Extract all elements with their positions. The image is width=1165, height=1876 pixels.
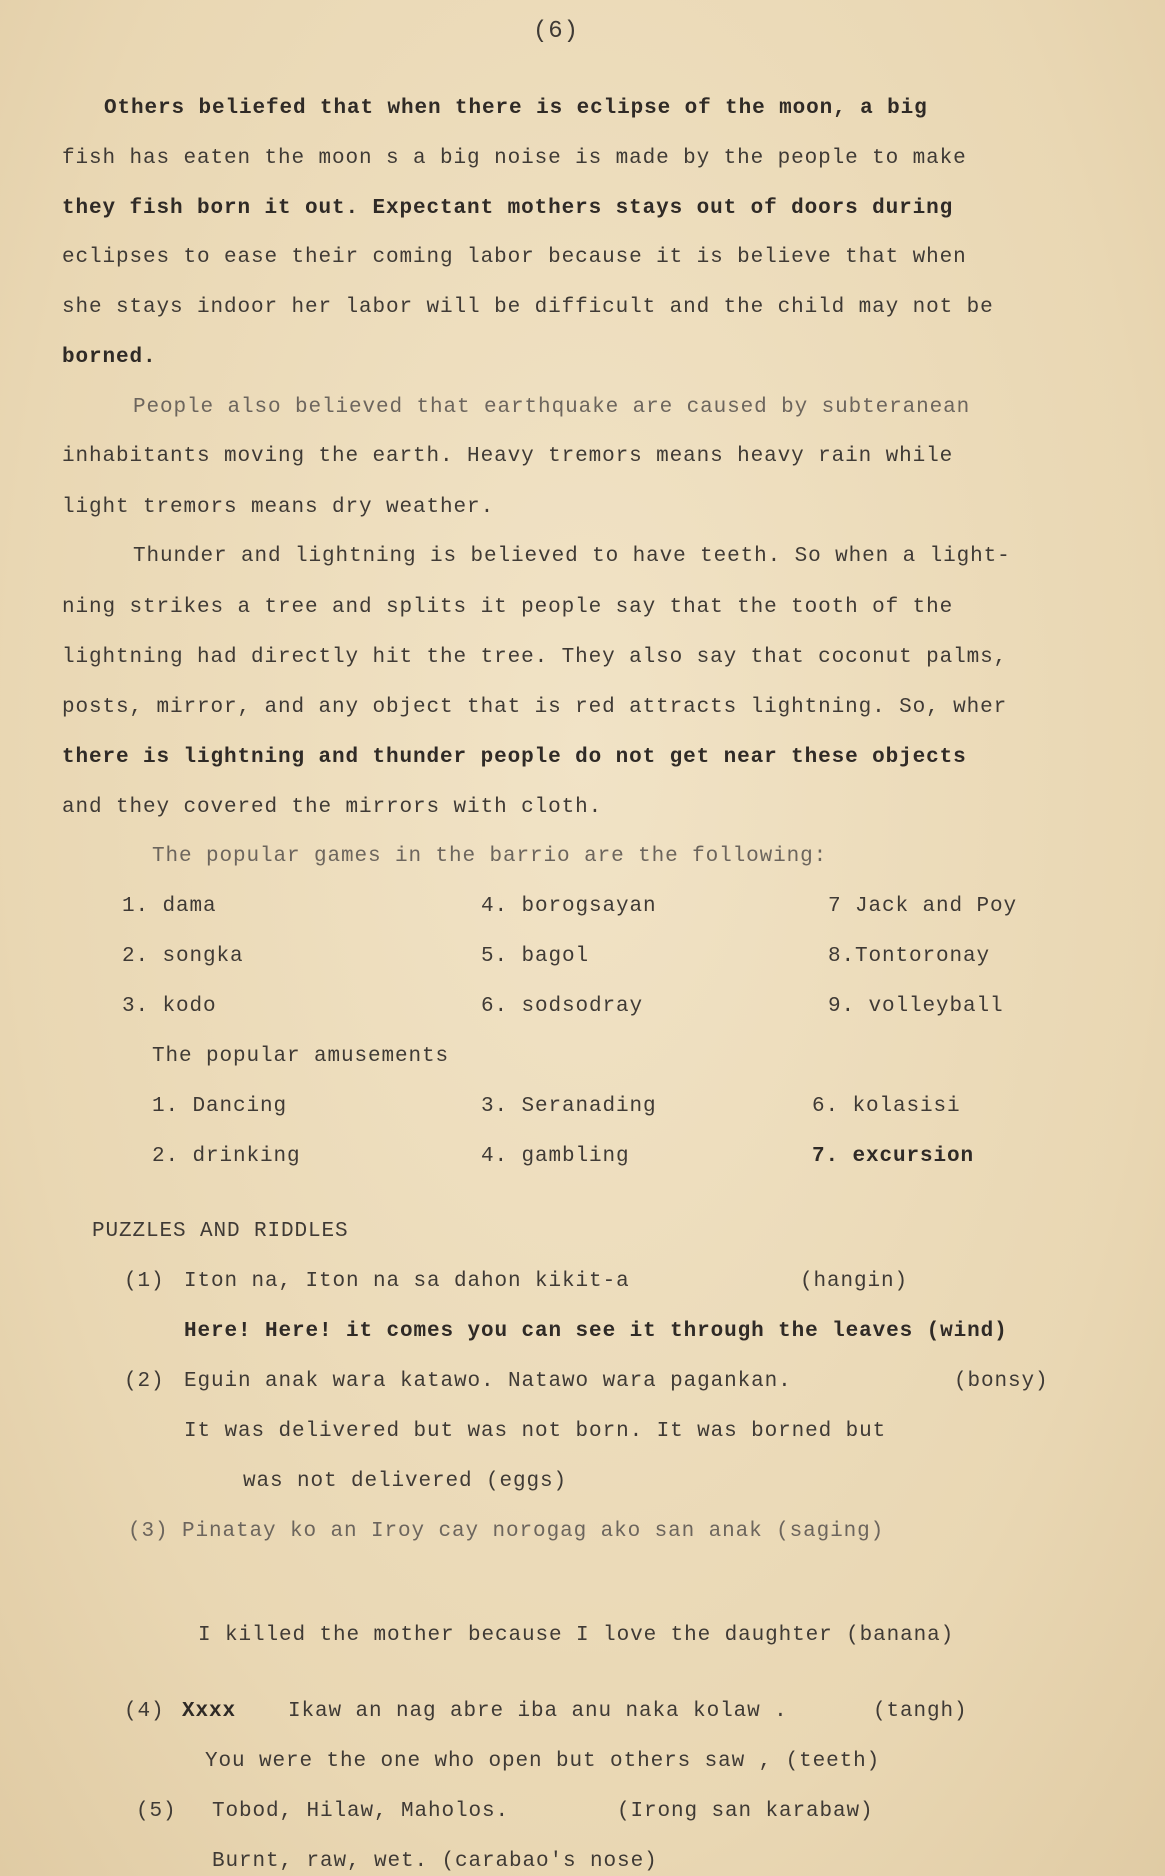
para1-line6: borned. [62, 346, 157, 369]
para2-line1: People also believed that earthquake are caused by subteranean [133, 396, 971, 419]
amusement-item: 2. drinking [152, 1145, 301, 1168]
para1-line2: fish has eaten the moon s a big noise is made by the people to make [62, 147, 967, 170]
para1-line1: Others beliefed that when there is eclipse of the moon, a big [104, 97, 928, 120]
riddle-strikeout: Xxxx [182, 1700, 237, 1723]
game-item: 6. sodsodray [481, 995, 644, 1018]
para1-line3: they fish born it out. Expectant mothers stays out of doors during [62, 197, 954, 220]
para1-line4: eclipses to ease their coming labor because it is believe that when [62, 246, 967, 269]
amusement-item: 3. Seranading [481, 1095, 657, 1118]
riddle-translation: It was delivered but was not born. It was borned but [184, 1420, 887, 1443]
riddle-translation: You were the one who open but others saw , (teeth) [205, 1750, 881, 1773]
riddle-answer: (Irong san karabaw) [617, 1800, 874, 1823]
game-item: 4. borogsayan [481, 895, 657, 918]
game-item: 1. dama [122, 895, 217, 918]
riddle-text: Tobod, Hilaw, Maholos. [212, 1800, 510, 1823]
game-item: 2. songka [122, 945, 244, 968]
riddle-text: Iton na, Iton na sa dahon kikit-a [184, 1270, 630, 1293]
amusement-item: 1. Dancing [152, 1095, 288, 1118]
riddle-text: (3) Pinatay ko an Iroy cay norogag ako san anak (saging) [128, 1520, 885, 1543]
para3-line2: ning strikes a tree and splits it people say that the tooth of the [62, 596, 954, 619]
amusements-heading: The popular amusements [152, 1045, 450, 1068]
riddle-text: Eguin anak wara katawo. Natawo wara pagankan. [184, 1370, 792, 1393]
riddle-number: (4) [124, 1700, 165, 1723]
game-item: 5. bagol [481, 945, 590, 968]
game-item: 9. volleyball [828, 995, 1004, 1018]
para2-line2: inhabitants moving the earth. Heavy tremors means heavy rain while [62, 445, 954, 468]
game-item: 8.Tontoronay [828, 945, 991, 968]
riddle-answer: (bonsy) [954, 1370, 1049, 1393]
amusement-item: 6. kolasisi [812, 1095, 961, 1118]
riddle-answer: (tangh) [873, 1700, 968, 1723]
riddle-translation: Burnt, raw, wet. (carabao's nose) [212, 1850, 658, 1873]
riddle-number: (1) [124, 1270, 165, 1293]
para3-line4: posts, mirror, and any object that is red attracts lightning. So, wher [62, 696, 1008, 719]
riddle-number: (2) [124, 1370, 165, 1393]
para2-line3: light tremors means dry weather. [62, 496, 495, 519]
para3-line6: and they covered the mirrors with cloth. [62, 796, 603, 819]
para3-line3: lightning had directly hit the tree. They also say that coconut palms, [62, 646, 1008, 669]
amusement-item: 4. gambling [481, 1145, 630, 1168]
riddle-translation: I killed the mother because I love the daughter (banana) [198, 1624, 955, 1647]
riddle-translation: Here! Here! it comes you can see it through the leaves (wind) [184, 1320, 1008, 1343]
riddle-answer: (hangin) [800, 1270, 909, 1293]
para3-line1: Thunder and lightning is believed to have teeth. So when a light- [133, 545, 1011, 568]
riddle-translation: was not delivered (eggs) [243, 1470, 568, 1493]
game-item: 3. kodo [122, 995, 217, 1018]
puzzles-heading: PUZZLES AND RIDDLES [92, 1220, 349, 1243]
amusement-item: 7. excursion [812, 1145, 975, 1168]
game-item: 7 Jack and Poy [828, 895, 1018, 918]
games-heading: The popular games in the barrio are the following: [152, 845, 828, 868]
para3-line5: there is lightning and thunder people do not get near these objects [62, 746, 967, 769]
para1-line5: she stays indoor her labor will be difficult and the child may not be [62, 296, 994, 319]
riddle-number: (5) [136, 1800, 177, 1823]
riddle-text: Ikaw an nag abre iba anu naka kolaw . [288, 1700, 788, 1723]
page-number: (6) [533, 18, 579, 45]
